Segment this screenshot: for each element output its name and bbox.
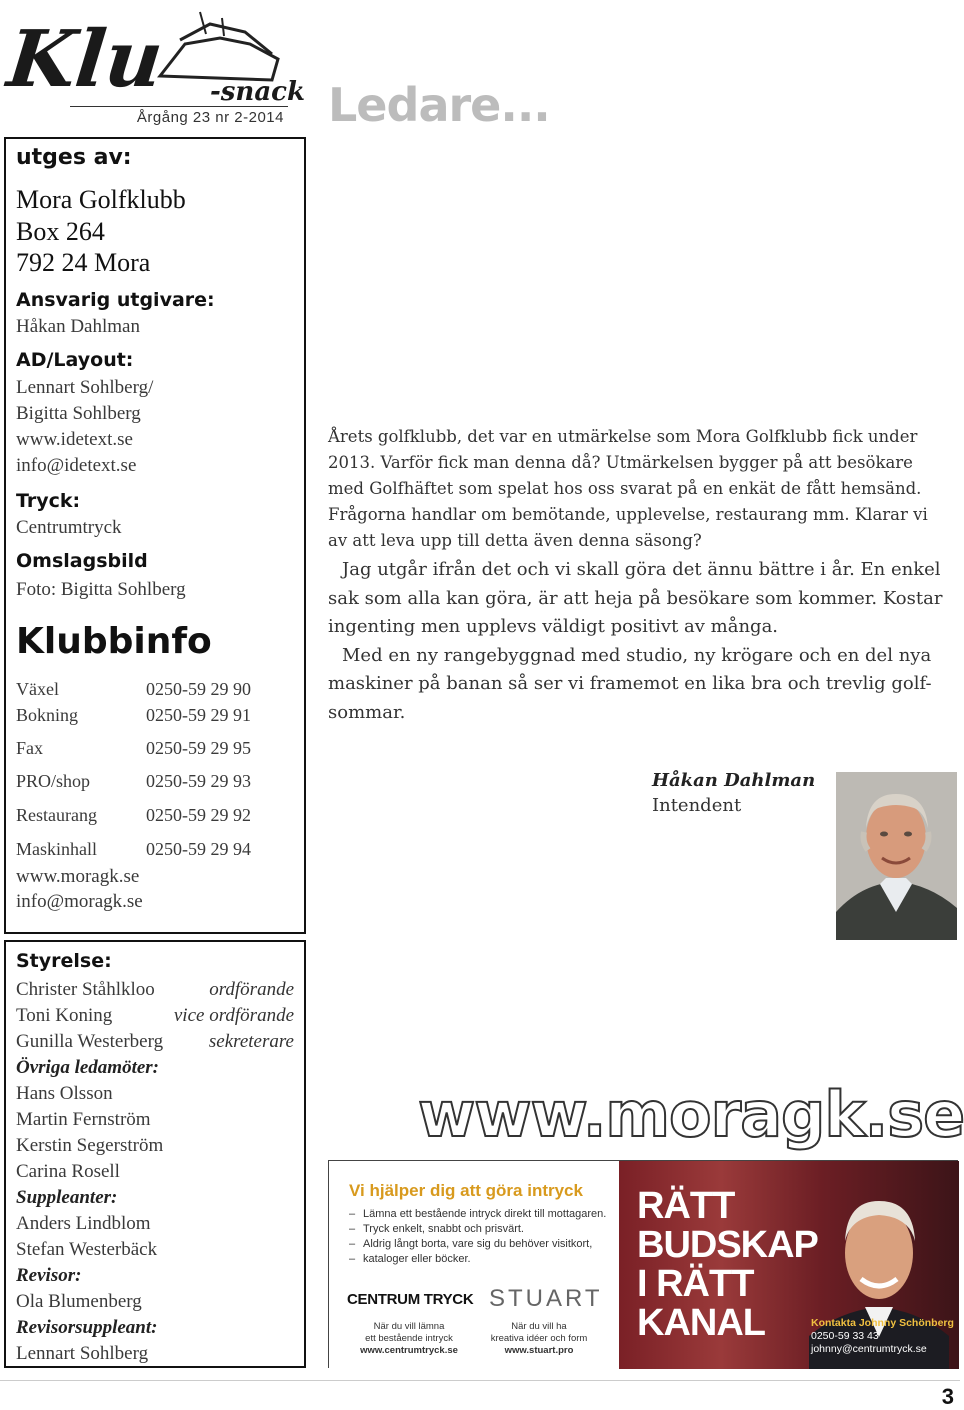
masthead-logo xyxy=(3,4,306,107)
ad-bullet: – kataloger eller böcker. xyxy=(349,1252,606,1267)
ad-slogan xyxy=(637,1187,818,1343)
svg-text:Klu: Klu xyxy=(3,14,168,105)
phone-label: Restaurang xyxy=(16,805,97,825)
layout-heading: AD/Layout: xyxy=(16,349,134,371)
ad-contact xyxy=(811,1317,954,1356)
publisher-name: Håkan Dahlman xyxy=(16,316,140,337)
centrumtryck-url[interactable]: www.centrumtryck.se xyxy=(360,1345,458,1356)
board-member-role: ordförande xyxy=(209,979,294,1000)
slogan-line: RÄTT xyxy=(637,1185,735,1227)
phone-number: 0250-59 29 92 xyxy=(146,805,251,825)
ad-title: Vi hjälper dig att göra intryck xyxy=(349,1181,583,1200)
author-role: Intendent xyxy=(652,795,742,816)
editorial-paragraph: Med en ny rangebyggnad med studio, ny krögare och en del nya maskiner på banan så ser vi framemot en lika bra och trevlig golf-sommar. xyxy=(328,644,932,723)
signature xyxy=(652,770,815,816)
phone-label: Fax xyxy=(16,738,43,758)
page-number: 3 xyxy=(941,1384,954,1409)
ad-left-panel xyxy=(329,1161,619,1369)
phone-number: 0250-59 29 90 xyxy=(146,679,251,699)
board-member-role: vice ordförande xyxy=(173,1005,294,1026)
publisher-heading: Ansvarig utgivare: xyxy=(16,289,215,311)
board-member-name: Toni Koning xyxy=(16,1005,113,1026)
phone-number: 0250-59 29 93 xyxy=(146,771,251,791)
ad-bullet: – Aldrig långt borta, vare sig du behöver visitkort, xyxy=(349,1237,606,1252)
contact-email[interactable]: johnny@centrumtryck.se xyxy=(811,1343,927,1355)
board-member-name: Martin Fernström xyxy=(16,1109,151,1130)
slogan-line: BUDSKAP xyxy=(637,1224,818,1266)
layout-line2: Bigitta Sohlberg xyxy=(16,403,141,424)
author-photo xyxy=(836,772,957,940)
phone-number: 0250-59 29 95 xyxy=(146,738,251,758)
layout-line1: Lennart Sohlberg/ xyxy=(16,377,154,398)
caption-line: När du vill ha xyxy=(511,1321,567,1332)
caption-line: kreativa idéer och form xyxy=(490,1333,588,1344)
phone-label: Maskinhall xyxy=(16,839,97,859)
club-mail-link[interactable]: info@moragk.se xyxy=(16,891,143,912)
centrumtryck-caption xyxy=(349,1321,469,1357)
auditor-deputy-name: Lennart Sohlberg xyxy=(16,1343,149,1364)
editorial-body xyxy=(328,556,958,727)
editorial-title: Ledare... xyxy=(328,78,550,132)
layout-web: www.idetext.se xyxy=(16,429,133,450)
phone-label: Växel xyxy=(16,679,59,699)
phone-number: 0250-59 29 94 xyxy=(146,839,251,859)
phone-label: PRO/shop xyxy=(16,771,91,791)
club-web-link[interactable]: www.moragk.se xyxy=(16,866,140,887)
contact-phone: 0250-59 33 43 xyxy=(811,1330,879,1342)
slogan-line: KANAL xyxy=(637,1302,765,1344)
slogan-line: I RÄTT xyxy=(637,1263,754,1305)
board-member-name: Hans Olsson xyxy=(16,1083,113,1104)
ad-bullet: – Tryck enkelt, snabbt och prisvärt. xyxy=(349,1222,606,1237)
stuart-caption xyxy=(479,1321,599,1357)
ad-bullet: – Lämna ett bestående intryck direkt till mottagaren. xyxy=(349,1207,606,1222)
board-member-name: Stefan Westerbäck xyxy=(16,1239,158,1260)
ad-bullet-list xyxy=(349,1207,606,1267)
others-heading: Övriga ledamöter: xyxy=(16,1057,160,1078)
board-member-name: Christer Ståhlkloo xyxy=(16,979,155,1000)
cover-heading: Omslagsbild xyxy=(16,550,148,572)
org-name: Mora Golfklubb xyxy=(16,185,186,214)
board-member-name: Kerstin Segerström xyxy=(16,1135,164,1156)
editorial-paragraph: Jag utgår ifrån det och vi skall göra det ännu bättre i år. En enkel sak som alla kan göra, är att heja på besökare som kommer. Kostar ingenting men upplevs väldigt positivt av många. xyxy=(328,559,943,637)
stuart-url[interactable]: www.stuart.pro xyxy=(504,1345,574,1356)
board-member-name: Carina Rosell xyxy=(16,1161,120,1182)
club-info-heading: Klubbinfo xyxy=(16,621,212,662)
layout-mail: info@idetext.se xyxy=(16,455,137,476)
issue-label: Årgång 23 nr 2-2014 xyxy=(70,106,288,130)
published-by-heading: utges av: xyxy=(16,145,132,170)
ad-right-panel xyxy=(619,1161,959,1369)
colophon-box xyxy=(4,137,306,934)
board-member-name: Anders Lindblom xyxy=(16,1213,151,1234)
club-website-banner[interactable]: www.moragk.se xyxy=(418,1078,964,1151)
footer-divider xyxy=(0,1380,960,1381)
phone-number: 0250-59 29 91 xyxy=(146,705,251,725)
contact-name: Kontakta Johnny Schönberg xyxy=(811,1317,954,1329)
board-box xyxy=(4,940,306,1368)
org-city: 792 24 Mora xyxy=(16,248,151,277)
centrumtryck-ad xyxy=(328,1160,958,1368)
centrumtryck-logo: CENTRUM TRYCK xyxy=(347,1291,474,1308)
auditor-name: Ola Blumenberg xyxy=(16,1291,142,1312)
board-member-role: sekreterare xyxy=(208,1031,294,1052)
deputies-heading: Suppleanter: xyxy=(16,1187,118,1208)
phone-label: Bokning xyxy=(16,705,79,725)
auditor-heading: Revisor: xyxy=(16,1265,82,1286)
author-name: Håkan Dahlman xyxy=(652,770,816,791)
board-heading: Styrelse: xyxy=(16,950,112,972)
caption-line: När du vill lämna xyxy=(373,1321,445,1332)
caption-line: ett bestående intryck xyxy=(365,1333,453,1344)
stuart-logo: STUART xyxy=(489,1285,603,1312)
org-box: Box 264 xyxy=(16,217,105,246)
svg-text:-snack: -snack xyxy=(210,77,306,107)
cover-credit: Foto: Bigitta Sohlberg xyxy=(16,579,186,600)
editorial-intro: Årets golfklubb, det var en utmärkelse som Mora Golfklubb fick under 2013. Varför fick man denna då? Utmärkelsen bygger på att besökare med Golfhäftet som spelat hos oss svarat på en enkät de fått hemsänd. Frågorna handlar om bemötande, upplevelse, restaurang mm. Klarar vi av att leva upp till detta även denna säsong? xyxy=(328,427,928,550)
print-heading: Tryck: xyxy=(16,490,81,512)
board-member-name: Gunilla Westerberg xyxy=(16,1031,164,1052)
print-name: Centrumtryck xyxy=(16,517,122,538)
auditor-deputy-heading: Revisorsuppleant: xyxy=(16,1317,158,1338)
